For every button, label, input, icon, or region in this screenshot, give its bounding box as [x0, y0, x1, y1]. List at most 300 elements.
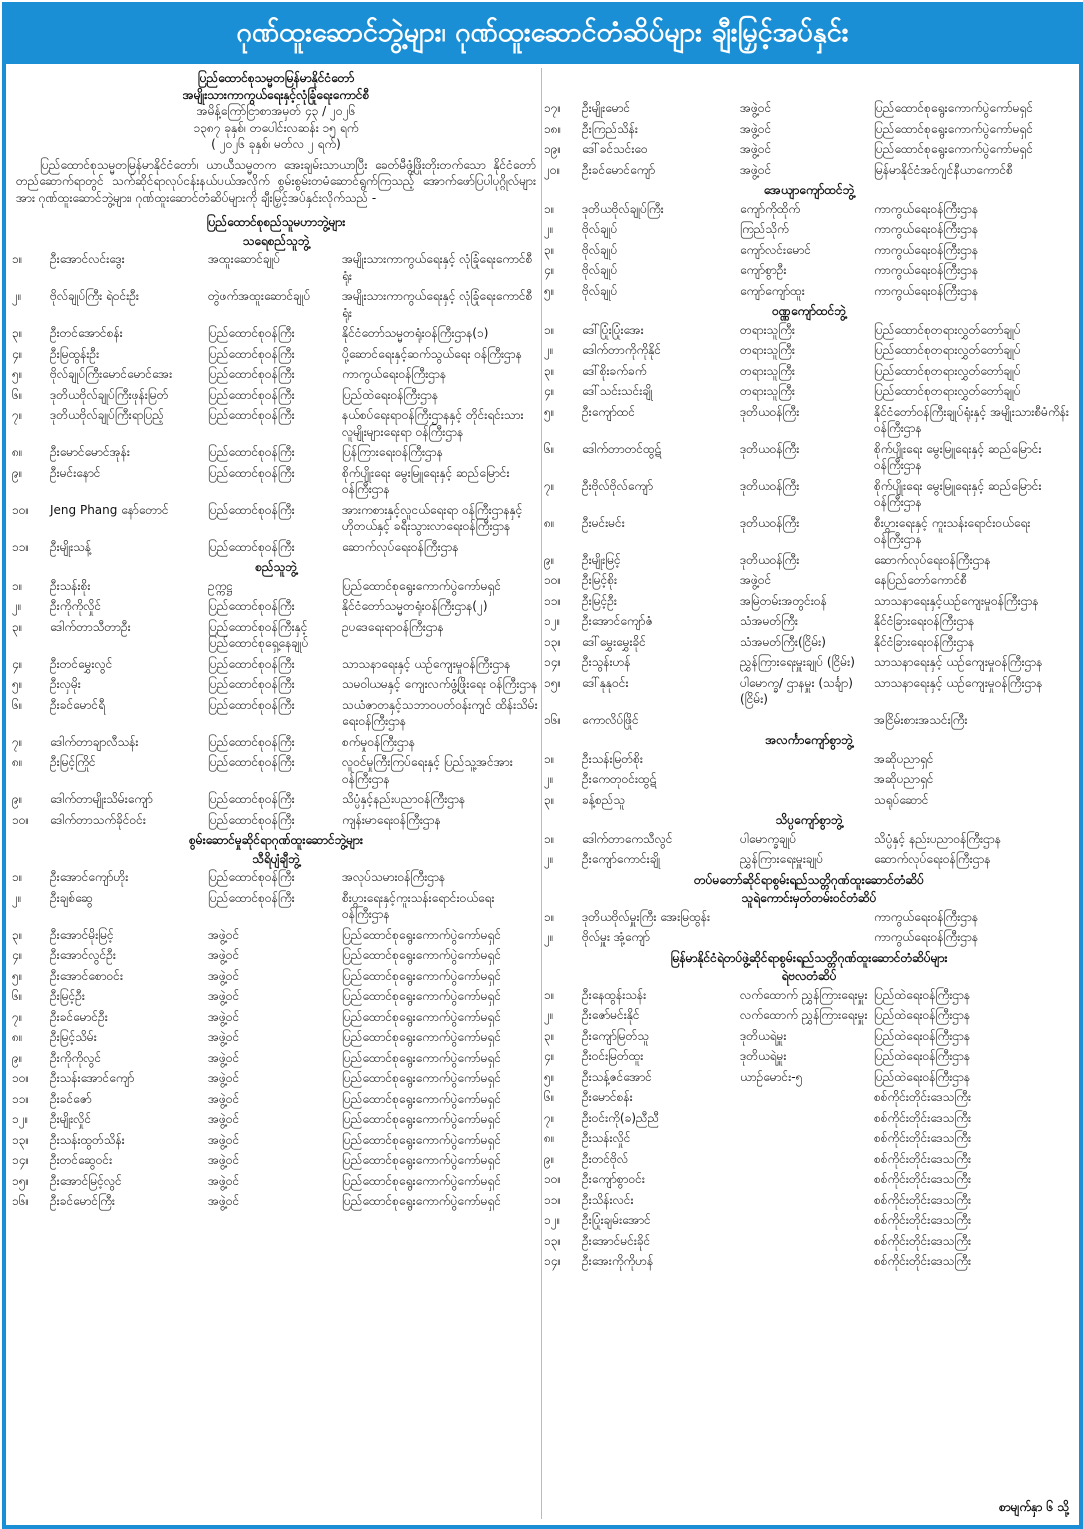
award-row: [544, 1007, 1074, 1024]
row-name: ဦးသန်းမြတ်စိုး: [582, 751, 643, 766]
award-row: [12, 1111, 540, 1128]
heading: ပြည်ထောင်စုသမ္မတမြန်မာနိုင်ငံတော်: [197, 71, 355, 85]
row-ministry: ပြည်ထဲရေးဝန်ကြီးဌာန: [874, 1028, 971, 1043]
award-row: [544, 383, 1074, 400]
row-number: ၂။: [544, 772, 554, 786]
row-number: ၁၀။: [12, 502, 30, 517]
row-position: ပြည်ထောင်စုဝန်ကြီးနှင့် ပြည်ထောင်စုရှေ့နေချုပ်: [208, 619, 309, 650]
row-name: ဦးကိုကိုလွင်: [50, 1050, 102, 1065]
row-ministry: နိုင်ငံခြားရေးဝန်ကြီးဌာန: [874, 614, 975, 628]
row-position: ယာဉ်မောင်း-၅: [740, 1069, 803, 1084]
row-number: ၁၉။: [544, 142, 562, 156]
row-ministry: ဆောက်လုပ်ရေးဝန်ကြီးဌာန: [342, 539, 459, 554]
row-position: ညွှန်ကြားရေးမှူးချုပ်: [740, 852, 824, 866]
row-name: ဦးခင်မောင်ရီ: [50, 697, 105, 712]
row-position: ဥက္ကဋ္ဌ: [208, 578, 233, 593]
row-position: အဖွဲ့ဝင်: [208, 1173, 240, 1188]
row-position: [740, 1151, 874, 1168]
row-name: ဦးခင်ဇော်: [50, 1091, 92, 1106]
award-row: [544, 201, 1074, 218]
award-row: [544, 404, 1074, 437]
row-number: ၁၁။: [12, 539, 30, 554]
row-name: ဒုတိယဗိုလ်ချုပ်ကြီးရာပြည့်: [50, 408, 164, 422]
award-row: [12, 366, 540, 383]
row-name: ဗိုလ်ချုပ်: [582, 283, 618, 298]
row-number: ၂။: [12, 890, 22, 905]
row-position: အထူးဆောင်ချုပ်: [208, 252, 281, 266]
continued-note: စာမျက်နှာ ၆ သို့: [998, 1500, 1069, 1514]
row-position: အဖွဲ့ဝင်: [208, 1091, 240, 1106]
row-number: ၁၄။: [544, 1254, 562, 1268]
row-ministry: ကာကွယ်ရေးဝန်ကြီးဌာန: [874, 263, 979, 277]
row-ministry: သမဝါယမနှင့် ကျေးလက်ဖွံ့ဖြိုးရေး ဝန်ကြီးဌာန: [342, 677, 538, 691]
row-name: ဗိုလ်ချုပ်ကြီးမောင်မောင်အေး: [50, 367, 173, 381]
row-ministry: စစ်ကိုင်းတိုင်းဒေသကြီး: [874, 1131, 972, 1145]
row-name: ဦးကြည်သိန်း: [582, 121, 638, 136]
row-number: ၁။: [12, 870, 23, 884]
row-ministry: ပြည်ထောင်စုရွေးကောက်ပွဲကော်မရှင်: [342, 1050, 501, 1065]
row-position: ကြည်သိုက်: [740, 222, 789, 236]
award-row: [544, 987, 1074, 1004]
award-row: [544, 1110, 1074, 1127]
row-position: လက်ထောက် ညွှန်ကြားရေးမှူး: [740, 987, 868, 1002]
row-position: အဖွဲ့ဝင်: [208, 1153, 240, 1167]
row-ministry: ပြန်ကြားရေးဝန်ကြီးဌာန: [342, 445, 443, 459]
row-position: ဒုတိယဝန်ကြီး: [740, 515, 800, 530]
row-name: ဦးမင်းနောင်: [50, 465, 101, 480]
row-number: ၉။: [544, 552, 555, 567]
award-row: [544, 162, 1074, 179]
row-name: ဦးဗိုလ်ဗိုလ်ကျော်: [582, 478, 654, 493]
row-number: ၉။: [12, 792, 23, 806]
award-row: [544, 909, 1074, 926]
row-number: ၂။: [544, 343, 554, 357]
row-ministry: ပြည်ထောင်စုရွေးကောက်ပွဲကော်မရှင်: [342, 1091, 501, 1106]
row-ministry: ပြည်ထောင်စုရွေးကောက်ပွဲကော်မရှင်: [342, 578, 501, 593]
award-row: [544, 572, 1074, 589]
row-position: ပြည်ထောင်စုဝန်ကြီး: [208, 599, 295, 613]
row-name: ဦးတင်အောင်စန်း: [50, 326, 123, 340]
row-position: [740, 1110, 874, 1127]
row-number: ၂၀။: [544, 162, 561, 177]
row-ministry: ဥပဒေရေးရာဝန်ကြီးဌာန: [342, 619, 444, 634]
row-position: [740, 1192, 874, 1209]
award-row: [544, 1048, 1074, 1065]
award-row: [12, 444, 540, 461]
row-position: ပြည်ထောင်စုဝန်ကြီး: [208, 890, 295, 905]
subsection-title: သိပ္ပကျော်စွာဘွဲ့: [775, 813, 843, 827]
row-number: ၁။: [544, 987, 555, 1002]
row-name: ဦးအောင်လင်းဒွေး: [50, 252, 125, 266]
award-row: [12, 251, 540, 284]
row-ministry: စိုက်ပျိုးရေး မွေးမြူရေးနှင့် ဆည်မြောင်းဝန်ကြီးဌာန: [874, 441, 1042, 472]
row-name: ဒေါက်တာမျိုးသိမ်းကျော်: [50, 792, 153, 806]
row-position: ကျော်ကျော်ထူး: [740, 283, 805, 298]
row-name: ဦးသန်းလှိုင်: [582, 1131, 631, 1145]
row-position: ဒုတိယဝန်ကြီး: [740, 404, 800, 419]
row-number: ၅။: [544, 404, 555, 419]
row-ministry: စစ်ကိုင်းတိုင်းဒေသကြီး: [874, 1110, 972, 1125]
row-ministry: ပြည်ထောင်စုရွေးကောက်ပွဲကော်မရှင်: [874, 101, 1033, 115]
row-ministry: ပြည်ထောင်စုတရားလွှတ်တော်ချုပ်: [874, 322, 1021, 337]
row-ministry: ပြည်ထဲရေးဝန်ကြီးဌာန: [874, 1069, 971, 1084]
row-name: ဦးချစ်ဆွေ: [50, 890, 93, 905]
row-number: ၁၄။: [544, 655, 562, 669]
row-position: အဖွဲ့ဝင်: [208, 1009, 240, 1024]
row-number: ၃။: [12, 927, 23, 942]
row-number: ၁၅။: [544, 675, 562, 690]
award-row: [544, 100, 1074, 117]
row-ministry: ကျန်းမာရေးဝန်ကြီးဌာန: [342, 812, 441, 827]
award-row: [544, 1171, 1074, 1188]
row-position: အဖွဲ့ဝင်: [208, 948, 240, 962]
row-position: အဖွဲ့ဝင်: [208, 1030, 240, 1044]
row-name: ဦးလှမိုး: [50, 677, 81, 691]
row-ministry: နယ်စပ်ရေးရာဝန်ကြီးဌာနနှင့် တိုင်းရင်းသားလူမျိုးများရေးရာ ဝန်ကြီးဌာန: [342, 408, 524, 439]
award-row: [12, 947, 540, 964]
award-row: [12, 754, 540, 787]
row-position: ပြည်ထောင်စုဝန်ကြီး: [208, 408, 295, 422]
row-number: ၁။: [544, 831, 555, 846]
award-row: [544, 1151, 1074, 1168]
row-position: သံအမတ်ကြီး(ငြိမ်း): [740, 634, 826, 649]
row-position: အဖွဲ့ဝင်: [740, 162, 772, 177]
row-ministry: ပြည်ထဲရေးဝန်ကြီးဌာန: [342, 387, 439, 402]
row-name: ဦးအောင်မင်းခိုင်: [582, 1233, 651, 1248]
row-name: ဒေါက်တာချာလီသန်း: [50, 734, 139, 749]
row-ministry: စီးပွားရေးနှင့်ကူးသန်းရောင်းဝယ်ရေး ဝန်ကြီးဌာန: [342, 890, 495, 921]
row-position: ပြည်ထောင်စုဝန်ကြီး: [208, 539, 295, 554]
award-row: [12, 927, 540, 944]
row-name: ဦးသန်းအောင်ကျော်: [50, 1071, 135, 1085]
row-position: တရားသူကြီး: [740, 363, 795, 378]
row-number: ၅။: [544, 283, 555, 298]
row-position: အဖွဲ့ဝင်: [208, 989, 240, 1003]
row-ministry: လူဝင်မှုကြီးကြပ်ရေးနှင့် ပြည်သူ့အင်အားဝန်ကြီးဌာန: [342, 755, 513, 786]
row-position: ပြည်ထောင်စုဝန်ကြီး: [208, 445, 295, 459]
row-position: အဖွဲ့ဝင်: [208, 927, 240, 942]
row-number: ၄။: [544, 384, 555, 398]
row-number: ၄။: [12, 948, 23, 962]
award-row: [12, 1193, 540, 1210]
row-position: ဒုတိယရဲမှူး: [740, 1028, 787, 1043]
award-row: [544, 515, 1074, 548]
row-ministry: စစ်ကိုင်းတိုင်းဒေသကြီး: [874, 1192, 972, 1207]
row-ministry: စီးပွားရေးနှင့် ကူးသန်းရောင်းဝယ်ရေး ဝန်ကြီးဌာန: [874, 515, 1031, 546]
award-row: [12, 968, 540, 985]
row-ministry: ကာကွယ်ရေးဝန်ကြီးဌာန: [874, 242, 979, 257]
award-row: [544, 1212, 1074, 1229]
row-position: ပြည်ထောင်စုဝန်ကြီး: [208, 367, 295, 381]
row-name: ဒေါ်စိုးခက်ခက်: [582, 363, 647, 378]
row-position: ပြည်ထောင်စုဝန်ကြီး: [208, 656, 295, 671]
section-title: ပြည်ထောင်စုစည်သူမဟာဘွဲ့များ: [206, 215, 346, 229]
heading-line: အမိန့်ကြော်ငြာစာအမှတ် ၄၃ / ၂၀၂၆: [196, 104, 356, 118]
row-number: ၃။: [12, 326, 23, 340]
row-ministry: ပြည်ထောင်စုရွေးကောက်ပွဲကော်မရှင်: [342, 1153, 501, 1167]
row-number: ၁၀။: [12, 812, 30, 827]
row-position: [740, 1089, 874, 1106]
row-name: ဦးကျော်စွာဝင်း: [582, 1172, 645, 1186]
row-name: ဦးမြင့်သိမ်း: [50, 1030, 97, 1044]
row-ministry: စစ်ကိုင်းတိုင်းဒေသကြီး: [874, 1090, 972, 1104]
award-row: [544, 322, 1074, 339]
row-name: ဒေါက်တာတင်ထွဋ်: [582, 441, 662, 456]
row-number: ၂။: [544, 222, 554, 236]
row-name: ဗိုလ်ချုပ်ကြီး ရဲဝင်းဦး: [50, 289, 139, 303]
row-ministry: စက်မှုဝန်ကြီးဌာန: [342, 734, 415, 749]
row-ministry: အဆိုပညာရှင်: [874, 751, 934, 766]
row-number: ၅။: [12, 677, 23, 691]
row-ministry: ကာကွယ်ရေးဝန်ကြီးဌာန: [874, 909, 979, 924]
row-number: ၆။: [12, 387, 23, 402]
row-number: ၈။: [12, 445, 23, 459]
row-position: [740, 909, 874, 926]
row-name: ဦးအေးကိုကိုဟန်: [582, 1254, 654, 1268]
row-position: ဒုတိယဝန်ကြီး: [740, 478, 800, 493]
row-number: ၈။: [544, 515, 555, 530]
row-ministry: ပြည်ထောင်စုရွေးကောက်ပွဲကော်မရှင်: [342, 1030, 501, 1044]
award-row: [12, 1070, 540, 1087]
award-row: [544, 242, 1074, 259]
row-number: ၅။: [544, 1069, 555, 1084]
row-position: အဖွဲ့ဝင်: [740, 121, 772, 136]
row-name: ဦးမောင်မောင်အုန်း: [50, 445, 130, 459]
row-number: ၁၃။: [12, 1132, 30, 1147]
row-position: ညွှန်ကြားရေးမှူးချုပ် (ငြိမ်း): [740, 655, 855, 669]
row-name: ကောလိပ်ဖြိုင်: [582, 712, 639, 727]
row-position: ပြည်ထောင်စုဝန်ကြီး: [208, 697, 295, 712]
row-position: [740, 751, 874, 768]
row-ministry: ပြည်ထောင်စုရွေးကောက်ပွဲကော်မရှင်: [342, 1071, 501, 1085]
award-row: [544, 1089, 1074, 1106]
section-title: တပ်မတော်ဆိုင်ရာစွမ်းရည်သတ္တိဂုဏ်ထူးဆောင်တံဆိပ်: [694, 872, 924, 887]
row-number: ၁၀။: [544, 573, 562, 587]
row-ministry: ကာကွယ်ရေးဝန်ကြီးဌာန: [874, 201, 979, 216]
row-number: ၃။: [544, 792, 555, 807]
row-number: ၂။: [544, 852, 554, 866]
row-name: ဦးအောင်မိုးမြင့်: [50, 927, 114, 942]
row-number: ၁၂။: [544, 614, 561, 628]
row-ministry: ပြည်ထောင်စုရွေးကောက်ပွဲကော်မရှင်: [342, 1112, 501, 1126]
row-position: တွဲဖက်အထူးဆောင်ချုပ်: [208, 289, 311, 303]
award-row: [544, 1028, 1074, 1045]
row-position: ပြည်ထောင်စုဝန်ကြီး: [208, 387, 295, 402]
award-row: [544, 613, 1074, 630]
row-name: ဦးတင်မွှေးလွင်: [50, 656, 113, 671]
subsection-title: စည်သူဘွဲ့: [255, 560, 297, 574]
right-column: [544, 100, 1074, 1274]
row-ministry: ပြည်ထဲရေးဝန်ကြီးဌာန: [874, 987, 971, 1002]
row-name: ဦးအောင်ကျော်ဟိုး: [50, 870, 129, 884]
award-row: [544, 121, 1074, 138]
award-row: [12, 890, 540, 923]
column-divider: [541, 68, 542, 1519]
award-row: [12, 288, 540, 321]
row-position: ပြည်ထောင်စုဝန်ကြီး: [208, 346, 295, 361]
row-position: [740, 1253, 874, 1270]
row-name: ဗိုလ်ချုပ်: [582, 242, 618, 257]
award-row: [12, 1132, 540, 1149]
row-name: ဦးဝင်းကို(ခ)ညီညီ: [582, 1110, 660, 1125]
award-row: [12, 1091, 540, 1108]
row-position: [740, 771, 874, 788]
award-row: [12, 988, 540, 1005]
row-name: ဦးဝင်းမြတ်ထူး: [582, 1049, 644, 1063]
award-row: [12, 1173, 540, 1190]
row-number: ၇။: [544, 478, 555, 493]
row-ministry: သာသနာရေးနှင့် ယဉ်ကျေးမှုဝန်ကြီးဌာန: [342, 656, 511, 671]
row-position: [740, 929, 874, 946]
row-name: ဒေါ်သင်းသင်းချို: [582, 384, 653, 398]
award-row: [12, 1029, 540, 1046]
row-position: အဖွဲ့ဝင်: [740, 101, 772, 115]
row-position: [740, 792, 874, 809]
row-number: ၁။: [544, 201, 555, 216]
award-row: [544, 141, 1074, 158]
subsection-title: သီရိပျံချီဘွဲ့: [252, 851, 300, 866]
row-position: [740, 1130, 874, 1147]
row-position: အဖွဲ့ဝင်: [740, 573, 772, 587]
row-number: ၁၀။: [544, 1172, 562, 1186]
row-ministry: အလုပ်သမားဝန်ကြီးဌာန: [342, 870, 446, 884]
row-number: ၁၁။: [544, 1192, 562, 1207]
row-name: ဗိုလ်ချုပ်: [582, 263, 618, 277]
row-number: ၉။: [12, 465, 23, 480]
row-ministry: မြန်မာနိုင်ငံအင်ဂျင်နီယာကောင်စီ: [874, 162, 1013, 177]
row-ministry: ပြည်ထောင်စုရွေးကောက်ပွဲကော်မရှင်: [342, 1194, 501, 1208]
subsection-title: ဝဏ္ဏကျော်ထင်ဘွဲ့: [772, 304, 846, 318]
row-position: အဖွဲ့ဝင်: [208, 1112, 240, 1126]
row-name: ဦးမြင့်ဦး: [582, 593, 617, 608]
award-row: [12, 791, 540, 808]
row-position: ပြည်ထောင်စုဝန်ကြီး: [208, 734, 295, 749]
subsection-title: သူရဲကောင်းမှတ်တမ်းဝင်တံဆိပ်: [741, 891, 877, 905]
row-name: ဦးတင်ဆွေဝင်း: [50, 1153, 113, 1167]
award-row: [544, 1192, 1074, 1209]
row-name: ဦးမောင်စန်း: [582, 1090, 633, 1104]
row-name: ဦးပြုံးချမ်းအောင်: [582, 1213, 651, 1227]
row-number: ၅။: [12, 367, 23, 381]
row-position: ပြည်ထောင်စုဝန်ကြီး: [208, 755, 295, 769]
row-name: ဦးမျိုးမြင့်: [582, 552, 621, 567]
row-position: အဖွဲ့ဝင်: [208, 1194, 240, 1208]
row-ministry: စစ်ကိုင်းတိုင်းဒေသကြီး: [874, 1151, 972, 1166]
row-number: ၁။: [12, 578, 23, 593]
row-number: ၂။: [12, 289, 22, 303]
subsection-title: အေယျာကျော်ထင်ဘွဲ့: [763, 183, 855, 197]
award-row: [12, 812, 540, 829]
row-name: ဦးသွန်းဟန်: [582, 655, 631, 669]
award-row: [12, 325, 540, 342]
row-ministry: ပြည်ထောင်စုရွေးကောက်ပွဲကော်မရှင်: [874, 121, 1033, 136]
row-number: ၁၆။: [544, 712, 562, 727]
row-position: ဒုတိယဝန်ကြီး: [740, 552, 800, 567]
row-name: ဦးကျော်ထင်: [582, 404, 636, 419]
row-name: ဦးတင်ဗိုလ်: [582, 1151, 629, 1166]
row-position: [740, 1171, 874, 1188]
page-title: ဂုဏ်ထူးဆောင်ဘွဲ့များ၊ ဂုဏ်ထူးဆောင်တံဆိပ်များ ချီးမြှင့်အပ်နှင်း: [6, 6, 1079, 64]
row-ministry: စစ်ကိုင်းတိုင်းဒေသကြီး: [874, 1172, 972, 1186]
row-position: တရားသူကြီး: [740, 343, 795, 357]
row-name: ဦးမြထွန်းဦး: [50, 346, 100, 361]
row-ministry: ပြည်ထောင်စုရွေးကောက်ပွဲကော်မရှင်: [342, 989, 501, 1003]
row-number: ၁၅။: [12, 1173, 30, 1188]
award-row: [544, 593, 1074, 610]
row-position: ကျော်ကိုထိုက်: [740, 201, 801, 216]
row-name: ဦးမြင့်ကြိုင်: [50, 755, 96, 769]
row-name: ဒုတိယဗိုလ်ချုပ်ကြီးဖုန်းမြတ်: [50, 387, 169, 402]
row-name: ဦးအောင်မြင့်လွင်: [50, 1173, 122, 1188]
row-position: သံအမတ်ကြီး: [740, 614, 798, 628]
row-name: ဦးသိန်းလင်း: [582, 1192, 634, 1207]
row-ministry: ဆောက်လုပ်ရေးဝန်ကြီးဌာန: [874, 852, 991, 866]
award-row: [544, 634, 1074, 651]
row-ministry: ပြည်ထောင်စုတရားလွှတ်တော်ချုပ်: [874, 343, 1021, 357]
row-name: ဦးအောင်စောဝင်း: [50, 968, 123, 983]
award-row: [544, 1233, 1074, 1250]
row-number: ၉။: [544, 1151, 555, 1166]
award-row: [544, 712, 1074, 729]
row-ministry: ပြည်ထောင်စုရွေးကောက်ပွဲကော်မရှင်: [342, 1009, 501, 1024]
row-position: တရားသူကြီး: [740, 384, 795, 398]
row-number: ၁။: [544, 909, 555, 924]
row-number: ၆။: [544, 441, 555, 456]
row-name: ဦးသန်းထွတ်သိန်း: [50, 1132, 125, 1147]
row-position: အဖွဲ့ဝင်: [208, 1071, 240, 1085]
award-row: [12, 676, 540, 693]
award-row: [12, 539, 540, 556]
row-number: ၁၇။: [544, 101, 562, 115]
row-name: ဒေါက်တာသက်ခိုင်ဝင်း: [50, 812, 146, 827]
row-ministry: စစ်ကိုင်းတိုင်းဒေသကြီး: [874, 1213, 972, 1227]
row-name: ဦးမြင့်ဦး: [50, 989, 85, 1003]
row-name: ဗိုလ်ချုပ်: [582, 222, 618, 236]
row-number: ၁၀။: [12, 1071, 30, 1085]
row-position: လက်ထောက် ညွှန်ကြားရေးမှူး: [740, 1008, 868, 1022]
row-name: ဦးကိုကိုလှိုင်: [50, 599, 102, 613]
row-position: ပြည်ထောင်စုဝန်ကြီး: [208, 812, 295, 827]
row-number: ၁၁။: [12, 1091, 30, 1106]
row-name: Jeng Phang နော်တောင်: [50, 502, 169, 517]
award-row: [12, 387, 540, 404]
award-row: [544, 363, 1074, 380]
row-name: ဦးဇော်မင်းနိုင်: [582, 1008, 640, 1022]
row-name: ဦးခင်မောင်ကျော်: [582, 162, 656, 177]
award-row: [544, 478, 1074, 511]
row-name: ဦးနေထွန်းသန်း: [582, 987, 647, 1002]
row-ministry: အငြိမ်းစားအသင်းကြီး: [874, 712, 968, 727]
row-position: ပြည်ထောင်စုဝန်ကြီး: [208, 502, 295, 517]
award-row: [12, 1152, 540, 1169]
row-ministry: စစ်ကိုင်းတိုင်းဒေသကြီး: [874, 1233, 972, 1248]
award-row: [544, 342, 1074, 359]
row-number: ၇။: [12, 408, 23, 422]
award-row: [544, 1253, 1074, 1270]
row-ministry: ပြည်ထောင်စုတရားလွှတ်တော်ချုပ်: [874, 384, 1021, 398]
row-ministry: သာသနာရေးနှင့် ယဉ်ကျေးမှုဝန်ကြီးဌာန: [874, 675, 1043, 690]
row-position: ကျော်လင်းမောင်: [740, 242, 812, 257]
row-number: ၁၂။: [12, 1112, 29, 1126]
row-position: [740, 1233, 874, 1250]
award-row: [544, 552, 1074, 569]
subsection-title: သရေစည်သူဘွဲ့: [242, 233, 310, 248]
row-ministry: စိုက်ပျိုးရေး မွေးမြူရေးနှင့် ဆည်မြောင်း ဝန်ကြီးဌာန: [874, 478, 1042, 509]
row-name: ဦးကျော်ကောင်းချို: [582, 852, 661, 866]
row-name: ဦးကေတုဝင်းထွဋ်: [582, 772, 657, 786]
page-frame: [2, 2, 1083, 1529]
row-number: ၁၂။: [544, 1213, 561, 1227]
